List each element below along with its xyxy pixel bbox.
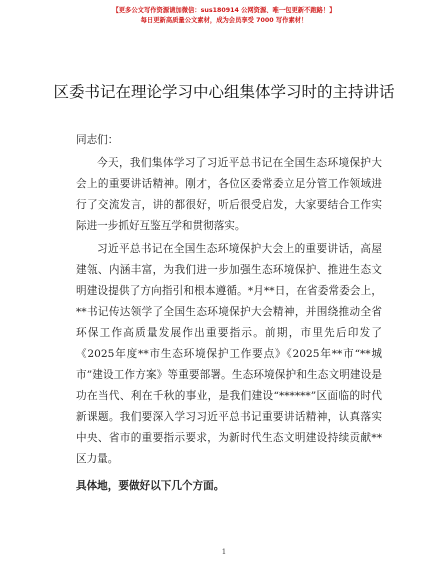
promo-banner-line-2: 每日更新高质量公文素材，成为会员享受 7000 写作素材！ <box>140 17 308 24</box>
salutation: 同志们： <box>76 134 119 146</box>
closing-lead: 具体地，要做好以下几个方面。 <box>76 480 225 492</box>
document-title: 区委书记在理论学习中心组集体学习时的主持讲话 <box>53 83 395 101</box>
promo-banner <box>0 6 448 26</box>
promo-banner-line-1: 【更多公文写作资源请加微信：sus180914 公网资源、唯一包更新不跑路！】 <box>112 7 336 14</box>
paragraph-1: 今天，我们集体学习了习近平总书记在全国生态环境保护大会上的重要讲话精神。刚才，各位区委常委立足分管工作领域进行了交流发言，讲的都很好，听后很受启发，大家要结合工作实际进一步抓好互鉴互学和贯彻落实。 <box>76 157 382 232</box>
page-number: 1 <box>221 548 227 556</box>
paragraph-2: 习近平总书记在全国生态环境保护大会上的重要讲话，高屋建瓴、内涵丰富，为我们进一步加强生态环境保护、推进生态文明建设提供了方向指引和根本遵循。*月**日，在省委常委会上，**书记传达领学了全国生态环境保护大会精神，并围绕推动全省环保工作高质量发展作出重要指示。前期，市里先后印发了《2025年度**市生态环境保护工作要点》《2025年**市“**城市”建设工作方案》等重要部署。生态环境保护和生态文明建设是功在当代、利在千秋的事业，是我们建设“******”区面临的时代新课题。我们要深入学习习近平总书记重要讲话精神，认真落实中央、省市的重要指示要求，为新时代生态文明建设持续贡献**区力量。 <box>76 243 382 465</box>
